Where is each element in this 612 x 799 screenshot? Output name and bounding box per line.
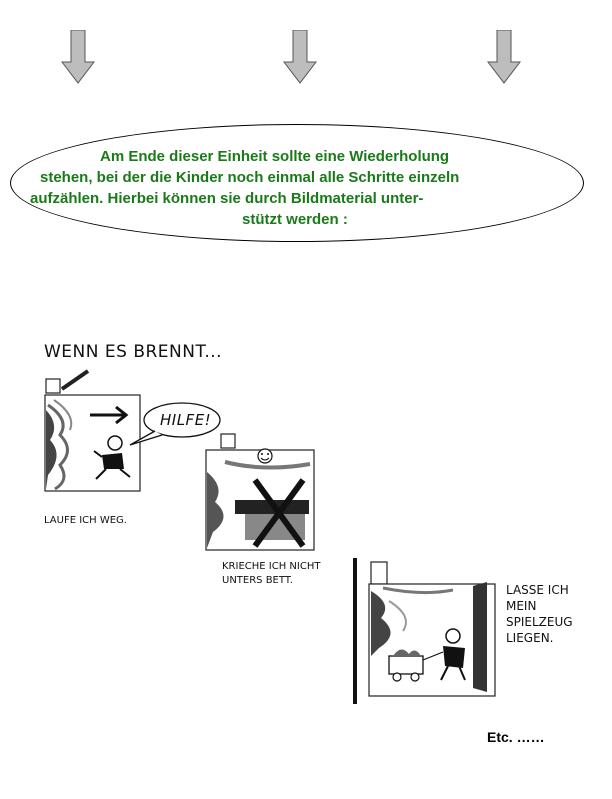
note-line: stehen, bei der die Kinder noch einmal alle Schritte einzeln <box>40 169 460 186</box>
caption-line: UNTERS BETT. <box>222 575 293 586</box>
panel-1-caption: LAUFE ICH WEG. <box>44 515 127 526</box>
note-line: stützt werden : <box>242 211 348 228</box>
caption-line: LASSE ICH <box>506 583 569 597</box>
speech-bubble-text: HILFE! <box>160 411 212 429</box>
etc-text: Etc. …… <box>487 729 545 745</box>
panel-3-illustration <box>353 556 498 706</box>
panel-2-illustration <box>205 432 320 557</box>
arrow-down-icon <box>283 30 317 84</box>
panel-3-caption <box>506 582 573 646</box>
caption-line: KRIECHE ICH NICHT <box>222 561 321 572</box>
panel-1-illustration <box>40 365 230 505</box>
panel-2-caption <box>222 560 320 588</box>
note-line: Am Ende dieser Einheit sollte eine Wiederholung <box>100 148 450 165</box>
comic-title: WENN ES BRENNT... <box>44 342 223 362</box>
arrow-down-icon <box>61 30 95 84</box>
note-line: aufzählen. Hierbei können sie durch Bildmaterial unter- <box>30 190 424 207</box>
caption-line: SPIELZEUG <box>506 615 573 629</box>
caption-line: LIEGEN. <box>506 631 554 645</box>
caption-line: MEIN <box>506 599 537 613</box>
arrow-down-icon <box>487 30 521 84</box>
